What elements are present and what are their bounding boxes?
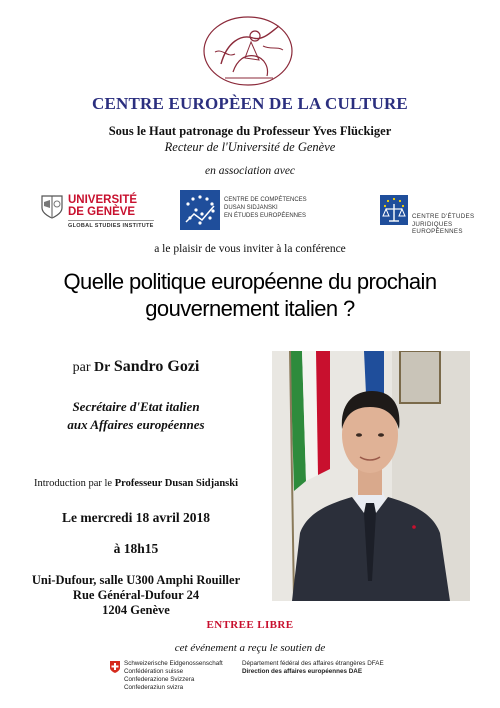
intro-text: Introduction par le	[33, 478, 113, 489]
swiss-confederation-logo	[110, 660, 390, 704]
association-line: en association avec	[204, 165, 296, 177]
speaker-role	[0, 398, 272, 434]
swiss-line-4: Confederaziun svizra	[124, 684, 184, 691]
speaker-line	[0, 358, 272, 376]
conference-title-line1: Quelle politique européenne du prochain	[63, 269, 437, 294]
venue-line2: Rue Général-Dufour 24	[72, 588, 200, 602]
ccd-line-3: EN ÉTUDES EUROPÉENNES	[224, 213, 307, 219]
cej-logo	[380, 195, 490, 235]
swiss-line-3: Confederazione Svizzera	[124, 676, 195, 683]
speaker-photo	[272, 351, 470, 601]
venue-line1: Uni-Dufour, salle U300 Amphi Rouiller	[31, 573, 241, 587]
introduction-line	[0, 478, 272, 489]
justice-scales-logo-icon	[380, 195, 408, 225]
entree-libre: ENTREE LIBRE	[206, 619, 294, 631]
ccd-line-2: DUSAN SIDJANSKI	[224, 205, 278, 211]
event-time: à 18h15	[113, 541, 159, 556]
swiss-flag-icon	[110, 661, 120, 673]
speaker-role-line1: Secrétaire d'Etat italien	[72, 399, 200, 414]
swiss-line-2: Confédération suisse	[124, 668, 184, 675]
unige-name-line2: DE GENÈVE	[68, 206, 136, 218]
ccd-line-1: CENTRE DE COMPÉTENCES	[224, 197, 307, 203]
swiss-line-1: Schweizerische Eidgenossenschaft	[124, 660, 223, 667]
org-title: CENTRE EUROPÈEN DE LA CULTURE	[92, 94, 408, 113]
speaker-par: par	[72, 360, 91, 375]
patronage-line: Sous le Haut patronage du Professeur Yves Flückiger	[108, 124, 392, 138]
unige-subtitle: GLOBAL STUDIES INSTITUTE	[68, 220, 154, 229]
classical-figure-medallion-icon	[193, 12, 303, 90]
speaker-role-line2: aux Affaires européennes	[67, 417, 205, 432]
recteur-line: Recteur de l'Université de Genève	[164, 140, 336, 154]
unige-logo	[40, 192, 154, 232]
intro-name: Professeur Dusan Sidjanski	[114, 478, 239, 489]
venue-line3: 1204 Genève	[102, 603, 170, 617]
dae-line: Direction des affaires européennes DAE	[242, 668, 363, 675]
support-line: cet événement a reçu le soutien de	[174, 642, 326, 654]
cej-line-1: CENTRE D'ÉTUDES	[412, 213, 475, 220]
event-date: Le mercredi 18 avril 2018	[62, 510, 210, 525]
conference-title	[0, 268, 500, 322]
conference-title-line2: gouvernement italien ?	[145, 296, 355, 321]
ccd-logo	[180, 190, 320, 232]
invitation-line: a le plaisir de vous inviter à la conférence	[154, 243, 346, 255]
speaker-name: Sandro Gozi	[113, 358, 200, 375]
dfae-line: Département fédéral des affaires étrangères DFAE	[242, 660, 384, 667]
event-venue	[0, 573, 272, 618]
university-crest-icon	[40, 194, 64, 220]
speaker-prefix: Dr	[94, 360, 111, 375]
cej-line-2: JURIDIQUES EUROPÉENNES	[412, 220, 463, 235]
unige-name-line1: UNIVERSITÉ	[68, 194, 138, 206]
eu-stars-logo-icon	[180, 190, 220, 230]
